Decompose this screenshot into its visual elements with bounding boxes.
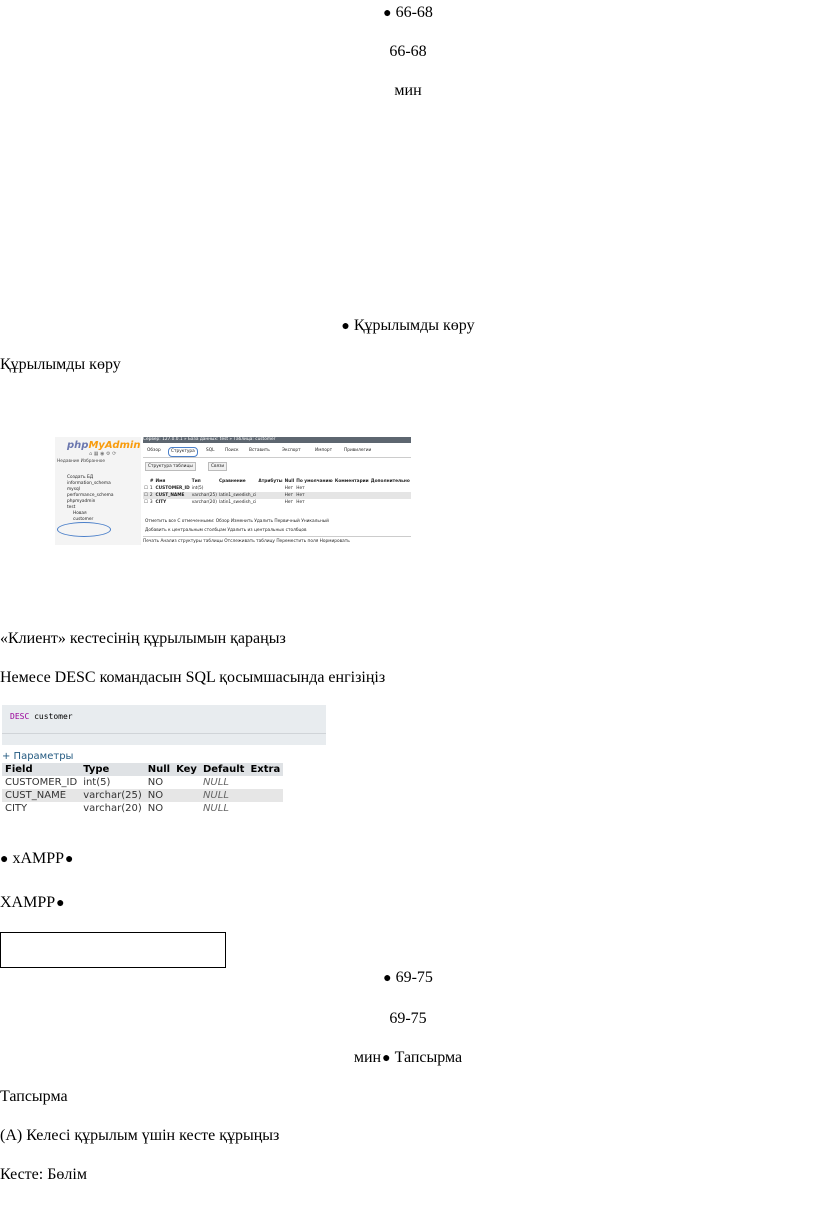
task-heading: Тапсырма <box>0 1088 68 1105</box>
tree-item[interactable]: performance_schema <box>67 493 114 498</box>
table-row: CUSTOMER_ID int(5) NO NULL <box>5 777 229 788</box>
table-row: ☐ 1 CUSTOMER_ID int(5) Нет Нет <box>144 486 305 491</box>
bullet-icon: ● <box>0 852 9 867</box>
tab-divider <box>143 457 411 458</box>
bullet-time-2: ● 69-75 <box>383 969 433 986</box>
xampp-bullet-line: ● xAMPP● <box>0 850 74 867</box>
phpmyadmin-screenshot <box>55 437 411 545</box>
table-row: CITY varchar(20) NO NULL <box>5 803 229 814</box>
pma-central-columns[interactable]: Добавить к центральным столбцам Удалить из центральных столбцов <box>145 528 307 533</box>
pma-db-tree <box>57 475 113 523</box>
tree-item[interactable]: customer <box>73 517 94 522</box>
bullet-icon: ● <box>341 319 350 334</box>
bullet-time-1: ● 66-68 <box>383 4 433 21</box>
table-row: ☐ 2 CUST_NAME varchar(25) latin1_swedish_ci Нет Нет <box>143 492 411 499</box>
sub-tab-relations[interactable]: Связи <box>208 462 227 471</box>
table-header-row: # Имя Тип Сравнение Атрибуты Null По умолчанию Комментарии Дополнительно <box>149 479 410 484</box>
tab-structure[interactable]: Структура <box>168 447 198 457</box>
table-row: CUST_NAME varchar(25) NO NULL <box>2 789 283 802</box>
tree-item[interactable]: Создать БД <box>67 475 94 480</box>
tab-export[interactable]: Экспорт <box>282 448 301 453</box>
pma-sidebar <box>55 437 141 545</box>
task-a: (А) Келесі құрылым үшін кесте құрыңыз <box>0 1127 280 1144</box>
row-checkbox[interactable]: ☐ <box>144 486 148 491</box>
bullet-icon: ● <box>383 6 392 21</box>
sql-query: DESC customer <box>10 712 73 721</box>
pma-recent: Недавние Избранное <box>57 459 106 464</box>
tab-insert[interactable]: Вставить <box>249 448 270 453</box>
client-structure-instruction: «Клиент» кестесінің құрылымын қараңыз <box>0 630 286 647</box>
highlight-ellipse <box>57 522 111 537</box>
row-checkbox[interactable]: ☐ <box>144 500 148 505</box>
min-task-line: мин● Тапсырма <box>353 1049 463 1066</box>
pma-bottom-links[interactable]: Печать Анализ структуры таблицы Отслеживать таблицу Переместить поля Нормировать <box>143 536 411 545</box>
desc-hint: Немесе DESC командасын SQL қосымшасында енгізіңіз <box>0 669 386 686</box>
tab-search[interactable]: Поиск <box>225 448 239 453</box>
tree-item[interactable]: mysql <box>67 487 80 492</box>
tree-item[interactable]: information_schema <box>67 481 111 486</box>
xampp-line: XAMPP● <box>0 894 65 911</box>
tree-item[interactable]: phpmyadmin <box>67 499 96 504</box>
sql-query-box <box>2 705 326 745</box>
time-2: 69-75 <box>389 1010 427 1027</box>
pma-breadcrumb: Сервер: 127.0.0.1 » База данных: test » Таблица: customer <box>143 437 411 443</box>
sub-tab-table-structure[interactable]: Структура таблицы <box>145 462 196 471</box>
bullet-icon: ● <box>65 852 74 867</box>
pma-bulk-actions[interactable]: Отметить все С отмеченными: Обзор Изменить Удалить Первичный Уникальный <box>145 519 329 524</box>
table-header-row: Field Type Null Key Default Extra <box>2 763 283 776</box>
empty-image-frame <box>0 932 226 968</box>
bullet-icon: ● <box>383 971 392 986</box>
tree-item[interactable]: Новая <box>73 511 87 516</box>
pma-structure-table <box>143 478 411 506</box>
min-1: мин <box>394 82 422 99</box>
table-row: ☐ 3 CITY varchar(20) latin1_swedish_ci Нет Нет <box>144 500 305 505</box>
tab-import[interactable]: Импорт <box>315 448 333 453</box>
desc-result-table <box>2 763 283 815</box>
bullet-view-structure: ● Құрылымды көру <box>341 317 475 334</box>
row-checkbox[interactable]: ☐ <box>144 493 148 498</box>
tab-privileges[interactable]: Привилегии <box>344 448 372 453</box>
pma-logo: phpMyAdmin <box>67 440 141 451</box>
desc-result-screenshot <box>0 705 327 817</box>
params-link[interactable]: + Параметры <box>2 751 74 762</box>
pma-toolbar-icons: ⌂ ▦ ◉ ⚙ ⟳ <box>89 451 117 457</box>
table-name: Кесте: Бөлім <box>0 1166 87 1183</box>
tab-browse[interactable]: Обзор <box>147 448 161 453</box>
bullet-icon: ● <box>56 896 65 911</box>
bullet-icon: ● <box>382 1051 391 1066</box>
query-divider <box>2 733 326 734</box>
tree-item[interactable]: test <box>67 505 76 510</box>
view-structure: Құрылымды көру <box>0 356 121 373</box>
tab-sql[interactable]: SQL <box>206 448 215 453</box>
time-1: 66-68 <box>389 43 427 60</box>
